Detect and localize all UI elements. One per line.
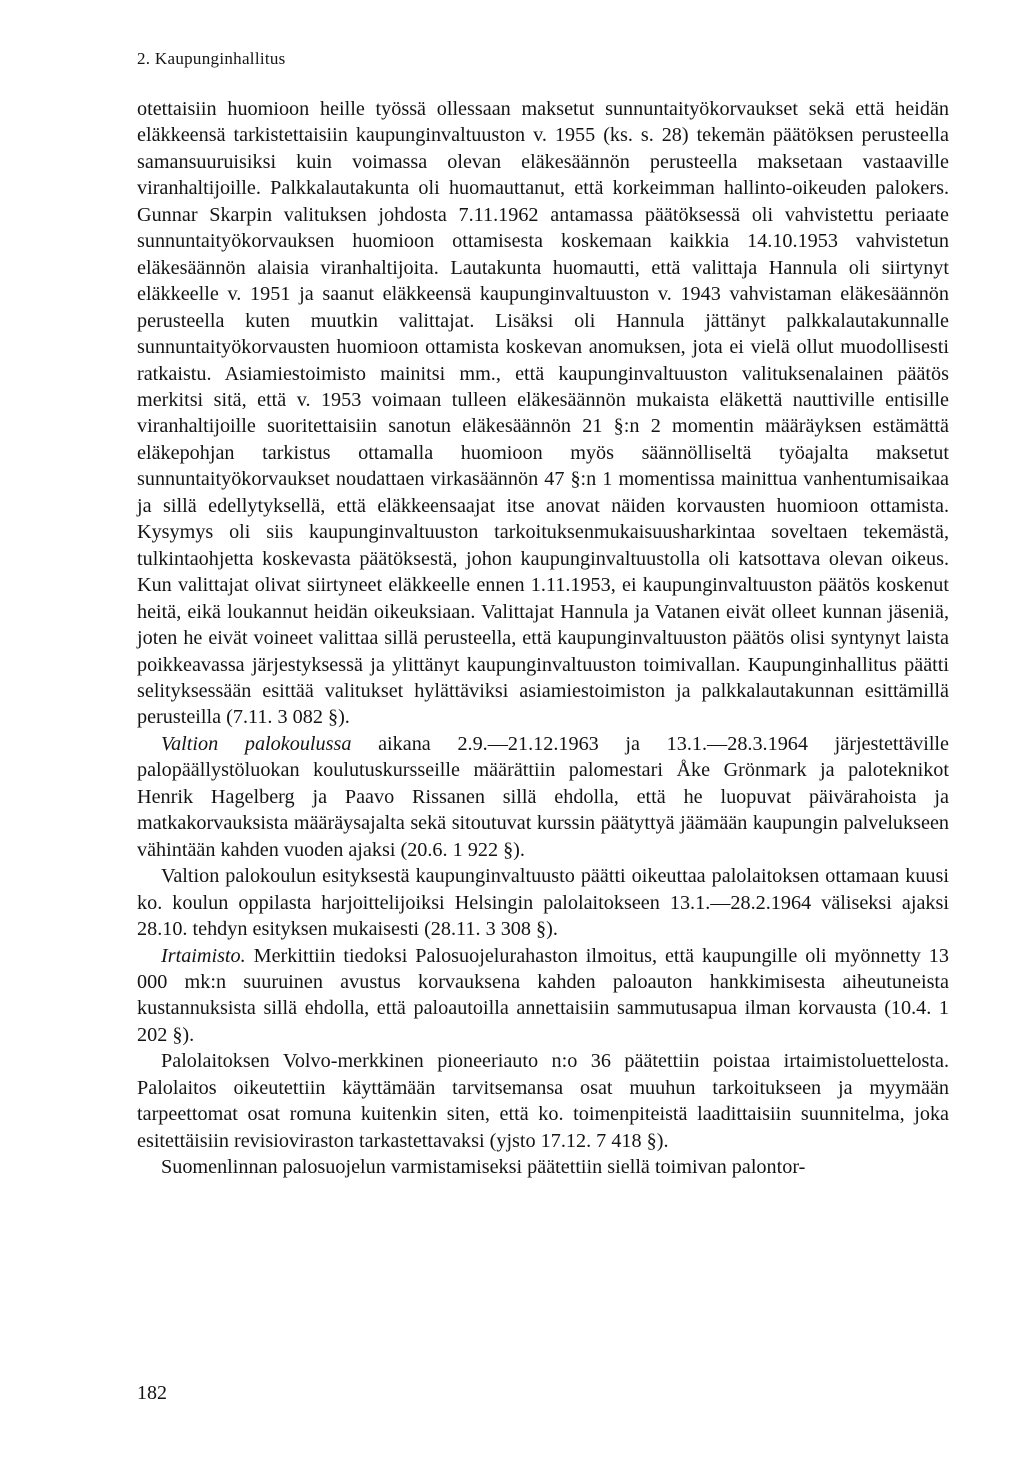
paragraph-lead-italic: Irtaimisto. (161, 944, 246, 967)
paragraph-pioneeriauto (137, 1048, 949, 1154)
body-text (137, 96, 949, 1181)
paragraph-suomenlinna (137, 1154, 949, 1180)
page-number: 182 (137, 1382, 167, 1404)
paragraph-text: Merkittiin tiedoksi Palosuojelurahaston ilmoitus, että kaupungille oli myönnetty 13 000 mk:n suuruinen avustus korvauksena kahden paloauton hankkimisesta aiheutuneista kustannuksista sillä ehdolla, että paloautoilla annettaisiin sammutusapua ilman korvausta (10.4. 1 202 §). (137, 944, 949, 1046)
paragraph-continuation (137, 96, 949, 731)
paragraph-text: Suomenlinnan palosuojelun varmistamiseksi päätettiin siellä toimivan palontor- (161, 1156, 806, 1179)
paragraph-lead-italic: Valtion palokoulussa (161, 732, 352, 755)
running-header: 2. Kaupunginhallitus (137, 49, 286, 68)
paragraph-text: Valtion palokoulun esityksestä kaupunginvaltuusto päätti oikeuttaa palolaitoksen ottamaan kuusi ko. koulun oppilasta harjoittelijoiksi Helsingin palolaitokseen 13.1.—28.2.1964 väliseksi ajaksi 28.10. tehdyn esityksen mukaisesti (28.11. 3 308 §). (137, 865, 949, 941)
paragraph-palokoulun-esitys (137, 863, 949, 942)
paragraph-text: Palolaitoksen Volvo-merkkinen pioneeriauto n:o 36 päätettiin poistaa irtaimistoluettelosta. Palolaitos oikeutettiin käyttämään tarvitsemansa osat muuhun tarkoitukseen ja myymään tarpeettomat osat romuna kuitenkin siten, että ko. toimenpiteistä laadittaisiin suunnitelma, joka esitettäisiin revisioviraston tarkastettavaksi (yjsto 17.12. 7 418 §). (137, 1050, 949, 1152)
paragraph-text: otettaisiin huomioon heille työssä ollessaan maksetut sunnuntaityökorvaukset sekä että heidän eläkkeensä tarkistettaisiin kaupunginvaltuuston v. 1955 (ks. s. 28) tekemän päätöksen perusteella samansuuruisiksi kuin voimassa olevan eläkesäännön perusteella maksetaan vastaaville viranhaltijoille. Palkkalautakunta oli huomauttanut, että korkeimman hallinto-oikeuden palokers. Gunnar Skarpin valituksen johdosta 7.11.1962 antamassa päätöksessä oli vahvistettu periaate sunnuntaityökorvauksen huomioon ottamisesta koskemaan kaikkia 14.10.1953 vahvistetun eläkesäännön alaisia viranhaltijoita. Lautakunta huomautti, että valittaja Hannula oli siirtynyt eläkkeelle v. 1951 ja saanut eläkkeensä kaupunginvaltuuston v. 1943 vahvistaman eläkesäännön perusteella kuten muutkin valittajat. Lisäksi oli Hannula jättänyt palkkalautakunnalle sunnuntaityökorvausten huomioon ottamista koskevan anomuksen, jota ei vielä ollut muodollisesti ratkaistu. Asiamiestoimisto mainitsi mm., että kaupunginvaltuuston valituksenalainen päätös merkitsi sitä, että v. 1953 voimaan tulleen eläkesäännön mukaista eläkettä nauttiville entisille viranhaltijoille suoritettaisiin sanotun eläkesäännön 21 §:n 2 momentin määräyksen estämättä eläkepohjan tarkistus ottamalla huomioon myös säännölliseltä työajalta maksetut sunnuntaityökorvaukset noudattaen virkasäännön 47 §:n 1 momentissa mainittua vanhentumisaikaa ja sillä edellytyksellä, että eläkkeensaajat itse anovat näiden korvausten huomioon ottamista. Kysymys oli siis kaupunginvaltuuston tarkoituksenmukaisuusharkintaa soveltaen tekemästä, tulkintaohjetta koskevasta päätöksestä, johon kaupunginvaltuustolla oli katsottava olevan oikeus. Kun valittajat olivat siirtyneet eläkkeelle ennen 1.11.1953, ei kaupunginvaltuuston päätös koskenut heitä, eikä loukannut heidän oikeuksiaan. Valittajat Hannula ja Vatanen eivät olleet kunnan jäseniä, joten he eivät voineet valittaa sillä perusteella, että kaupunginvaltuuston päätös olisi syntynyt laista poikkeavassa järjestyksessä ja ylittänyt kaupunginvaltuuston toimivallan. Kaupunginhallitus päätti selityksessään esittää valitukset hylättäviksi asiamiestoimiston ja palkkalautakunnan esittämillä perusteilla (7.11. 3 082 §). (137, 98, 949, 729)
paragraph-irtaimisto (137, 943, 949, 1049)
paragraph-valtion-palokoulussa (137, 731, 949, 863)
paragraph-text: aikana 2.9.—21.12.1963 ja 13.1.—28.3.1964 järjestettäville palopäällystöluokan koulutuskursseille määrättiin palomestari Åke Grönmark ja paloteknikot Henrik Hagelberg ja Paavo Rissanen sillä ehdolla, että he luopuvat päivärahoista ja matkakorvauksista määräysajalta sekä sitoutuvat kurssin päätyttyä jäämään kaupungin palvelukseen vähintään kahden vuoden ajaksi (20.6. 1 922 §). (137, 732, 949, 861)
